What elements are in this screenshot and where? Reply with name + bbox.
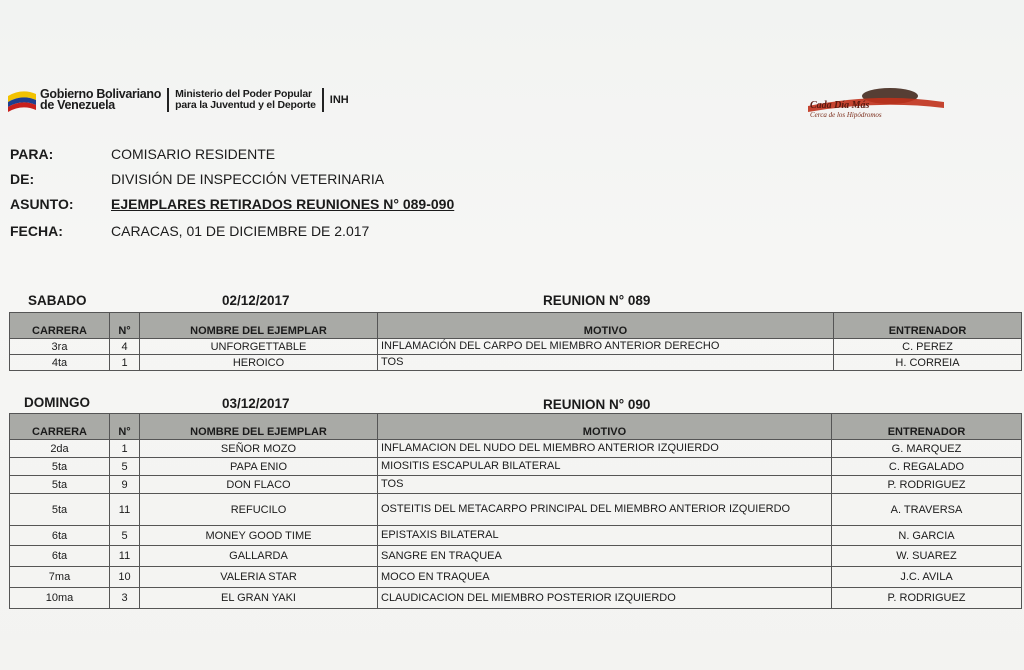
carrera-cell: 5ta [10, 476, 110, 494]
table-row [10, 567, 1022, 588]
table-row [10, 588, 1022, 609]
entrenador-cell: C. PEREZ [834, 339, 1022, 355]
table-row [10, 458, 1022, 476]
table-row [10, 440, 1022, 458]
asunto-value: EJEMPLARES RETIRADOS REUNIONES N° 089-090 [111, 196, 455, 212]
fecha-value: CARACAS, 01 DE DICIEMBRE DE 2.017 [111, 223, 370, 239]
carrera-cell: 4ta [10, 355, 110, 371]
motivo-cell: TOS [378, 476, 832, 494]
ministerio-line1: Ministerio del Poder Popular [175, 88, 312, 100]
motivo-cell: SANGRE EN TRAQUEA [378, 546, 832, 567]
entrenador-cell: C. REGALADO [832, 458, 1022, 476]
carrera-cell: 5ta [10, 494, 110, 526]
day1-date: 02/12/2017 [222, 293, 290, 308]
logo-divider [167, 88, 169, 112]
nombre-cell: GALLARDA [140, 546, 378, 567]
gobierno-line1: Gobierno Bolivariano [40, 87, 162, 101]
brand-line1: Cada Día Más [810, 100, 870, 111]
entrenador-cell: H. CORREIA [834, 355, 1022, 371]
entrenador-cell: N. GARCIA [832, 526, 1022, 546]
col-nombre: NOMBRE DEL EJEMPLAR [140, 313, 378, 339]
nombre-cell: HEROICO [140, 355, 378, 371]
motivo-cell: MOCO EN TRAQUEA [378, 567, 832, 588]
table-row [10, 494, 1022, 526]
carrera-cell: 10ma [10, 588, 110, 609]
table-row [10, 339, 1022, 355]
motivo-cell: EPISTAXIS BILATERAL [378, 526, 832, 546]
table-row [10, 476, 1022, 494]
nombre-cell: UNFORGETTABLE [140, 339, 378, 355]
carrera-cell: 2da [10, 440, 110, 458]
fecha-label: FECHA: [10, 223, 63, 239]
venezuela-flag-icon [6, 88, 38, 112]
n-cell: 9 [110, 476, 140, 494]
para-value: COMISARIO RESIDENTE [111, 146, 276, 162]
logo-divider [322, 88, 324, 112]
carrera-cell: 5ta [10, 458, 110, 476]
carrera-cell: 6ta [10, 546, 110, 567]
entrenador-cell: G. MARQUEZ [832, 440, 1022, 458]
nombre-cell: PAPA ENIO [140, 458, 378, 476]
carrera-cell: 3ra [10, 339, 110, 355]
day1-table [9, 312, 1022, 371]
nombre-cell: REFUCILO [140, 494, 378, 526]
entrenador-cell: P. RODRIGUEZ [832, 588, 1022, 609]
gobierno-line2: de Venezuela [40, 98, 115, 112]
n-cell: 5 [110, 458, 140, 476]
col-motivo: MOTIVO [378, 414, 832, 440]
col-entrenador: ENTRENADOR [832, 414, 1022, 440]
nombre-cell: SEÑOR MOZO [140, 440, 378, 458]
day1-reunion: REUNION N° 089 [543, 293, 651, 308]
col-nombre: NOMBRE DEL EJEMPLAR [140, 414, 378, 440]
n-cell: 10 [110, 567, 140, 588]
col-carrera: CARRERA [10, 414, 110, 440]
n-cell: 3 [110, 588, 140, 609]
table-row [10, 526, 1022, 546]
n-cell: 11 [110, 546, 140, 567]
day1-day: SABADO [28, 293, 87, 308]
de-value: DIVISIÓN DE INSPECCIÓN VETERINARIA [111, 171, 385, 187]
table-header-row [10, 313, 1022, 339]
motivo-cell: MIOSITIS ESCAPULAR BILATERAL [378, 458, 832, 476]
day2-table [9, 413, 1022, 609]
table-row [10, 546, 1022, 567]
n-cell: 1 [110, 355, 140, 371]
de-label: DE: [10, 171, 35, 187]
day2-reunion: REUNION N° 090 [543, 397, 651, 412]
inh-label: INH [329, 94, 349, 106]
n-cell: 11 [110, 494, 140, 526]
letterhead [6, 84, 1016, 124]
gobierno-logo [6, 88, 349, 112]
motivo-cell: OSTEITIS DEL METACARPO PRINCIPAL DEL MIEMBRO ANTERIOR IZQUIERDO [378, 494, 832, 526]
day2-date: 03/12/2017 [222, 396, 290, 411]
entrenador-cell: W. SUAREZ [832, 546, 1022, 567]
motivo-cell: CLAUDICACION DEL MIEMBRO POSTERIOR IZQUIERDO [378, 588, 832, 609]
col-n: N° [110, 313, 140, 339]
nombre-cell: DON FLACO [140, 476, 378, 494]
motivo-cell: INFLAMACIÓN DEL CARPO DEL MIEMBRO ANTERIOR DERECHO [378, 339, 834, 355]
motivo-cell: TOS [378, 355, 834, 371]
brand-logo [798, 84, 948, 120]
table-header-row [10, 414, 1022, 440]
ministerio-line2: para la Juventud y el Deporte [175, 99, 316, 111]
para-label: PARA: [10, 146, 54, 162]
table-row [10, 355, 1022, 371]
col-entrenador: ENTRENADOR [834, 313, 1022, 339]
col-n: N° [110, 414, 140, 440]
nombre-cell: VALERIA STAR [140, 567, 378, 588]
carrera-cell: 7ma [10, 567, 110, 588]
entrenador-cell: P. RODRIGUEZ [832, 476, 1022, 494]
col-carrera: CARRERA [10, 313, 110, 339]
carrera-cell: 6ta [10, 526, 110, 546]
n-cell: 1 [110, 440, 140, 458]
n-cell: 4 [110, 339, 140, 355]
brand-line2: Cerca de los Hipódromos [810, 111, 882, 119]
nombre-cell: EL GRAN YAKI [140, 588, 378, 609]
day2-day: DOMINGO [24, 395, 90, 410]
nombre-cell: MONEY GOOD TIME [140, 526, 378, 546]
n-cell: 5 [110, 526, 140, 546]
motivo-cell: INFLAMACION DEL NUDO DEL MIEMBRO ANTERIOR IZQUIERDO [378, 440, 832, 458]
asunto-label: ASUNTO: [10, 196, 74, 212]
col-motivo: MOTIVO [378, 313, 834, 339]
entrenador-cell: A. TRAVERSA [832, 494, 1022, 526]
entrenador-cell: J.C. AVILA [832, 567, 1022, 588]
